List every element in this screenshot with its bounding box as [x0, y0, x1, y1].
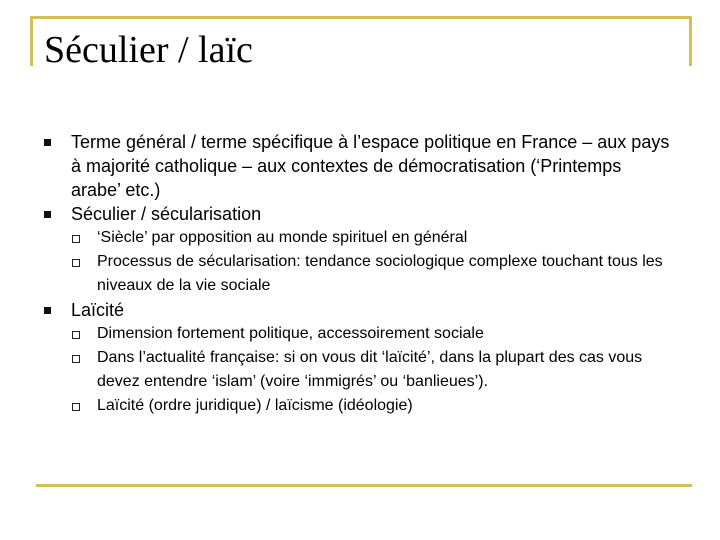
hollow-square-bullet-icon	[72, 355, 80, 363]
bullet-2-text: Séculier / sécularisation	[71, 204, 262, 224]
square-bullet-icon	[44, 307, 51, 314]
bullet-3	[44, 298, 674, 322]
bullet-2-sub-1	[44, 226, 674, 250]
bullet-3-sub-2	[44, 346, 674, 394]
title-frame-left-rule	[30, 16, 33, 66]
title-frame-right-rule	[689, 16, 692, 66]
hollow-square-bullet-icon	[72, 259, 80, 267]
bullet-2-sub-2-text: Processus de sécularisation: tendance sociologique complexe touchant tous les niveaux de la vie sociale	[97, 253, 663, 294]
hollow-square-bullet-icon	[72, 403, 80, 411]
bullet-2-sub-2	[44, 250, 674, 298]
bullet-3-sub-3	[44, 394, 674, 418]
slide-title: Séculier / laïc	[44, 29, 253, 71]
bullet-1	[44, 130, 674, 202]
bullet-3-sub-2-text: Dans l’actualité française: si on vous dit ‘laïcité’, dans la plupart des cas vous devez entendre ‘islam’ (voire ‘immigrés’ ou ‘banlieues’).	[97, 349, 643, 390]
bullet-2	[44, 202, 674, 226]
bullet-3-sub-3-text: Laïcité (ordre juridique) / laïcisme (idéologie)	[97, 397, 413, 414]
footer-rule	[36, 484, 692, 487]
bullet-1-text: Terme général / terme spécifique à l’espace politique en France – aux pays à majorité catholique – aux contextes de démocratisation (‘Printemps arabe’ etc.)	[71, 132, 670, 200]
square-bullet-icon	[44, 139, 51, 146]
square-bullet-icon	[44, 211, 51, 218]
slide-body	[44, 130, 674, 418]
title-frame-top-rule	[30, 16, 692, 19]
bullet-2-sub-1-text: ‘Siècle’ par opposition au monde spirituel en général	[97, 229, 468, 246]
hollow-square-bullet-icon	[72, 235, 80, 243]
hollow-square-bullet-icon	[72, 331, 80, 339]
bullet-3-sub-1-text: Dimension fortement politique, accessoirement sociale	[97, 325, 484, 342]
bullet-3-sub-1	[44, 322, 674, 346]
bullet-3-text: Laïcité	[71, 300, 125, 320]
